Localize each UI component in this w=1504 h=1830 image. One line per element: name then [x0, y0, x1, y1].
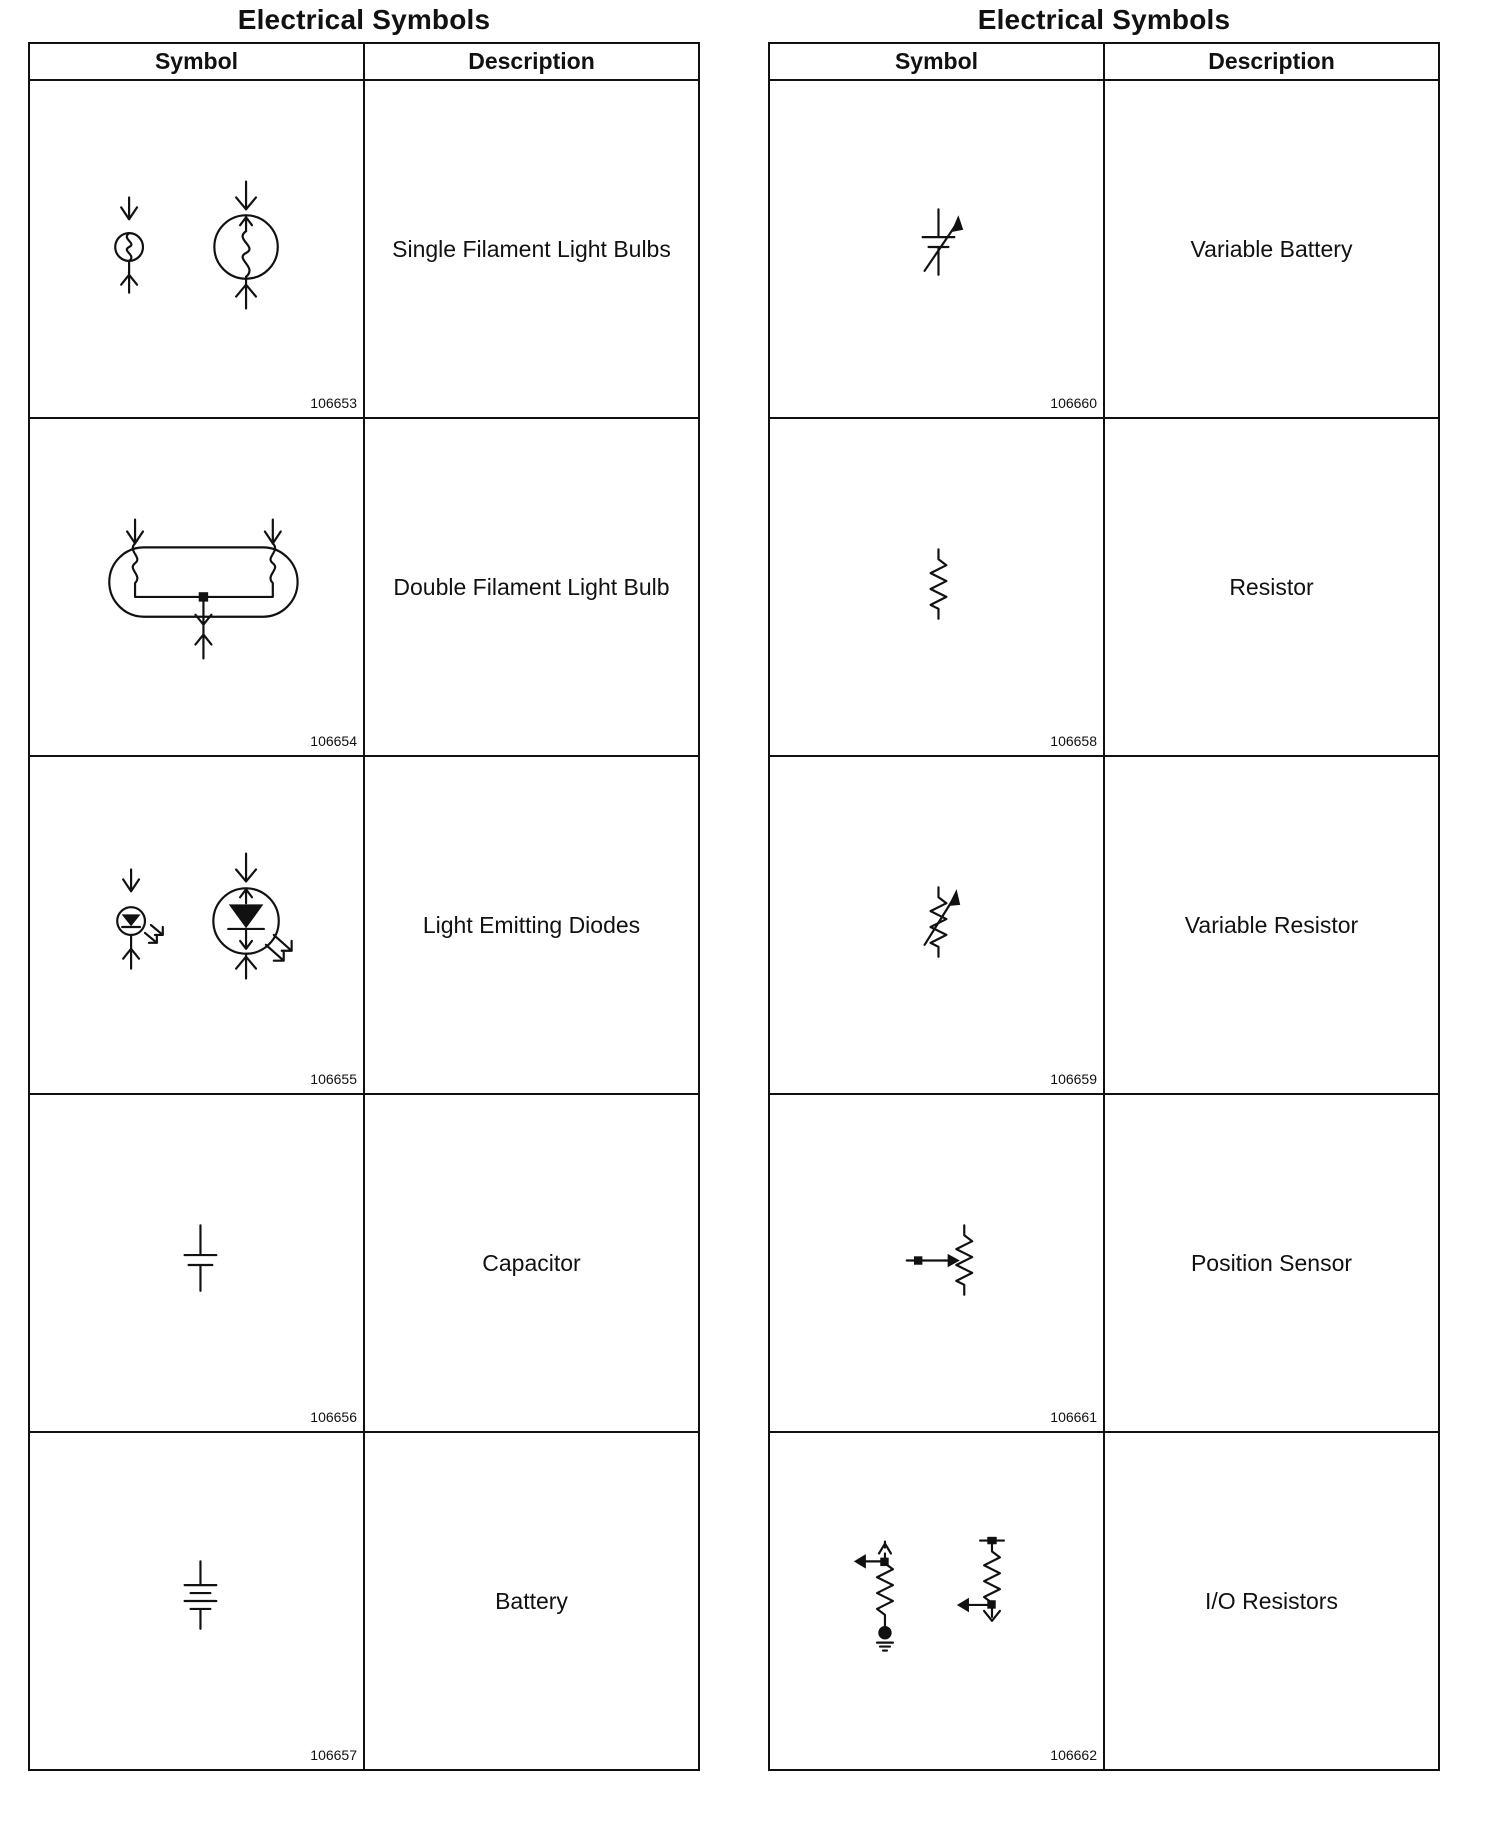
left-panel [28, 0, 700, 1771]
single-filament-bulb-icon [30, 81, 363, 417]
figure-code: 106660 [1050, 395, 1097, 411]
figure-code: 106659 [1050, 1071, 1097, 1087]
figure-code: 106662 [1050, 1747, 1097, 1763]
table-row [769, 1094, 1439, 1432]
description-cell: Battery [364, 1432, 699, 1770]
description-cell: Light Emitting Diodes [364, 756, 699, 1094]
table-row [769, 80, 1439, 418]
battery-icon [30, 1433, 363, 1769]
capacitor-icon [30, 1095, 363, 1431]
panel-title: Electrical Symbols [237, 4, 491, 35]
figure-code: 106653 [310, 395, 357, 411]
description-cell: Variable Battery [1104, 80, 1439, 418]
table-row [769, 418, 1439, 756]
description-cell: Double Filament Light Bulb [364, 418, 699, 756]
double-filament-bulb-icon [30, 419, 363, 755]
description-cell: Variable Resistor [1104, 756, 1439, 1094]
io-resistors-icon [770, 1433, 1103, 1769]
symbol-cell [769, 1094, 1104, 1432]
panel-title: Electrical Symbols [977, 4, 1231, 35]
led-icon [30, 757, 363, 1093]
table-row [769, 756, 1439, 1094]
symbol-cell [29, 1432, 364, 1770]
symbol-cell [29, 80, 364, 418]
table-row [769, 1432, 1439, 1770]
right-panel [768, 0, 1440, 1771]
figure-code: 106656 [310, 1409, 357, 1425]
symbol-cell [769, 756, 1104, 1094]
figure-code: 106655 [310, 1071, 357, 1087]
figure-code: 106654 [310, 733, 357, 749]
description-cell: Resistor [1104, 418, 1439, 756]
description-column-header: Description [364, 43, 699, 80]
description-cell: Single Filament Light Bulbs [364, 80, 699, 418]
table-row [29, 756, 699, 1094]
table-header-row [29, 43, 699, 80]
figure-code: 106658 [1050, 733, 1097, 749]
table-header-row [769, 43, 1439, 80]
table-row [29, 418, 699, 756]
resistor-icon [770, 419, 1103, 755]
table-row [29, 1432, 699, 1770]
figure-code: 106657 [310, 1747, 357, 1763]
symbol-column-header: Symbol [29, 43, 364, 80]
symbols-table [768, 42, 1440, 1771]
variable-resistor-icon [770, 757, 1103, 1093]
symbol-cell [29, 1094, 364, 1432]
symbol-cell [769, 1432, 1104, 1770]
description-column-header: Description [1104, 43, 1439, 80]
symbols-table [28, 42, 700, 1771]
symbol-cell [29, 756, 364, 1094]
description-cell: I/O Resistors [1104, 1432, 1439, 1770]
figure-code: 106661 [1050, 1409, 1097, 1425]
symbol-cell [29, 418, 364, 756]
symbol-cell [769, 80, 1104, 418]
symbol-cell [769, 418, 1104, 756]
description-cell: Capacitor [364, 1094, 699, 1432]
symbol-column-header: Symbol [769, 43, 1104, 80]
table-row [29, 80, 699, 418]
variable-battery-icon [770, 81, 1103, 417]
description-cell: Position Sensor [1104, 1094, 1439, 1432]
position-sensor-icon [770, 1095, 1103, 1431]
table-row [29, 1094, 699, 1432]
